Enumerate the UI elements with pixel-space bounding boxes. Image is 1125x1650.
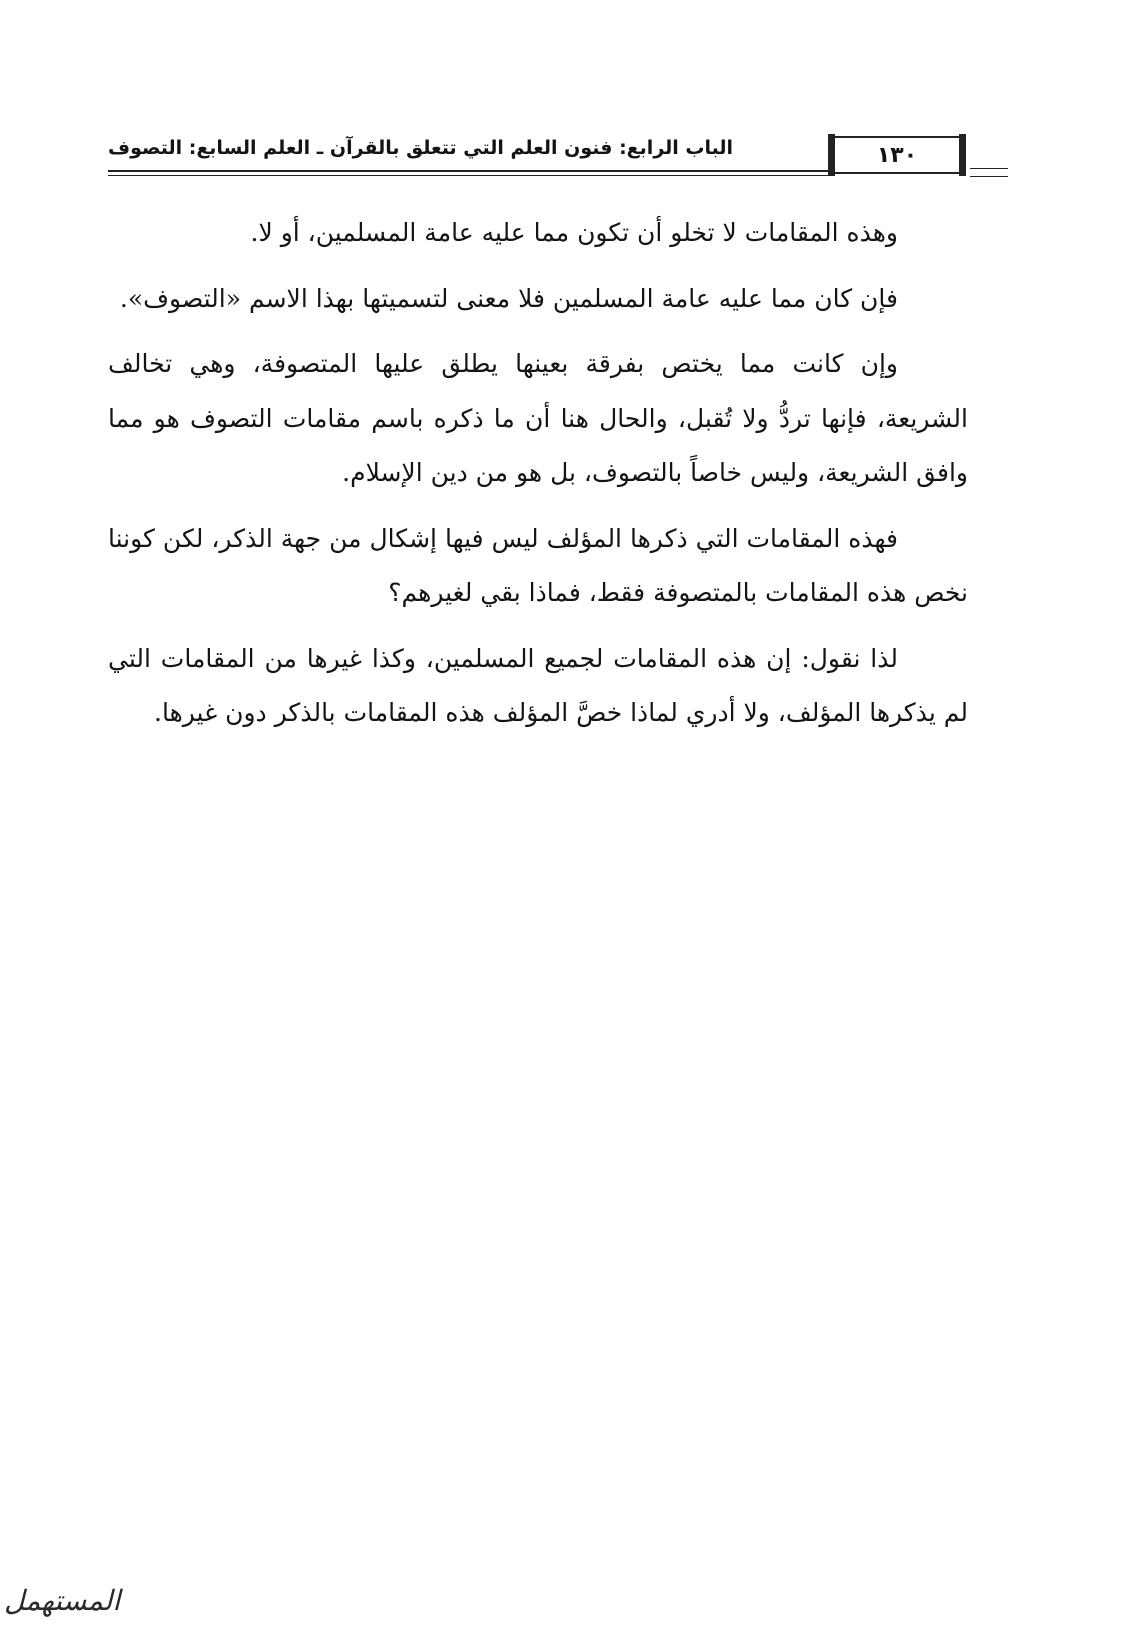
- header-rule-end: [970, 168, 1008, 177]
- paragraph-4: فهذه المقامات التي ذكرها المؤلف ليس فيها إشكال من جهة الذكر، لكن كوننا نخص هذه المقامات بالمتصوفة فقط، فماذا بقي لغيرهم؟: [108, 523, 968, 607]
- page-number-frame: [828, 136, 966, 174]
- header-rule: [108, 170, 828, 172]
- running-header-title: الباب الرابع: فنون العلم التي تتعلق بالقرآن ـ العلم السابع: التصوف: [108, 137, 734, 159]
- paragraph-5: لذا نقول: إن هذه المقامات لجميع المسلمين، وكذا غيرها من المقامات التي لم يذكرها المؤلف، ولا أدري لماذا خصَّ المؤلف هذه المقامات بالذكر دون غيرها.: [108, 643, 968, 727]
- page-number: ١٣٠: [876, 143, 918, 168]
- paragraph-3: وإن كانت مما يختص بفرقة بعينها يطلق عليها المتصوفة، وهي تخالف الشريعة، فإنها تردُّ ولا تُقبل، والحال هنا أن ما ذكره باسم مقامات التصوف هو مما وافق الشريعة، وليس خاصاً بالتصوف، بل هو من دين الإسلام.: [108, 349, 968, 487]
- paragraph-1: وهذه المقامات لا تخلو أن تكون مما عليه عامة المسلمين، أو لا.: [250, 218, 898, 247]
- page-header: [108, 128, 1008, 184]
- page-body: [108, 206, 968, 752]
- paragraph-2: فإن كان مما عليه عامة المسلمين فلا معنى لتسميتها بهذا الاسم «التصوف».: [119, 283, 898, 313]
- header-rule-thin: [108, 175, 828, 176]
- publisher-logo: المستهمل: [4, 1584, 121, 1617]
